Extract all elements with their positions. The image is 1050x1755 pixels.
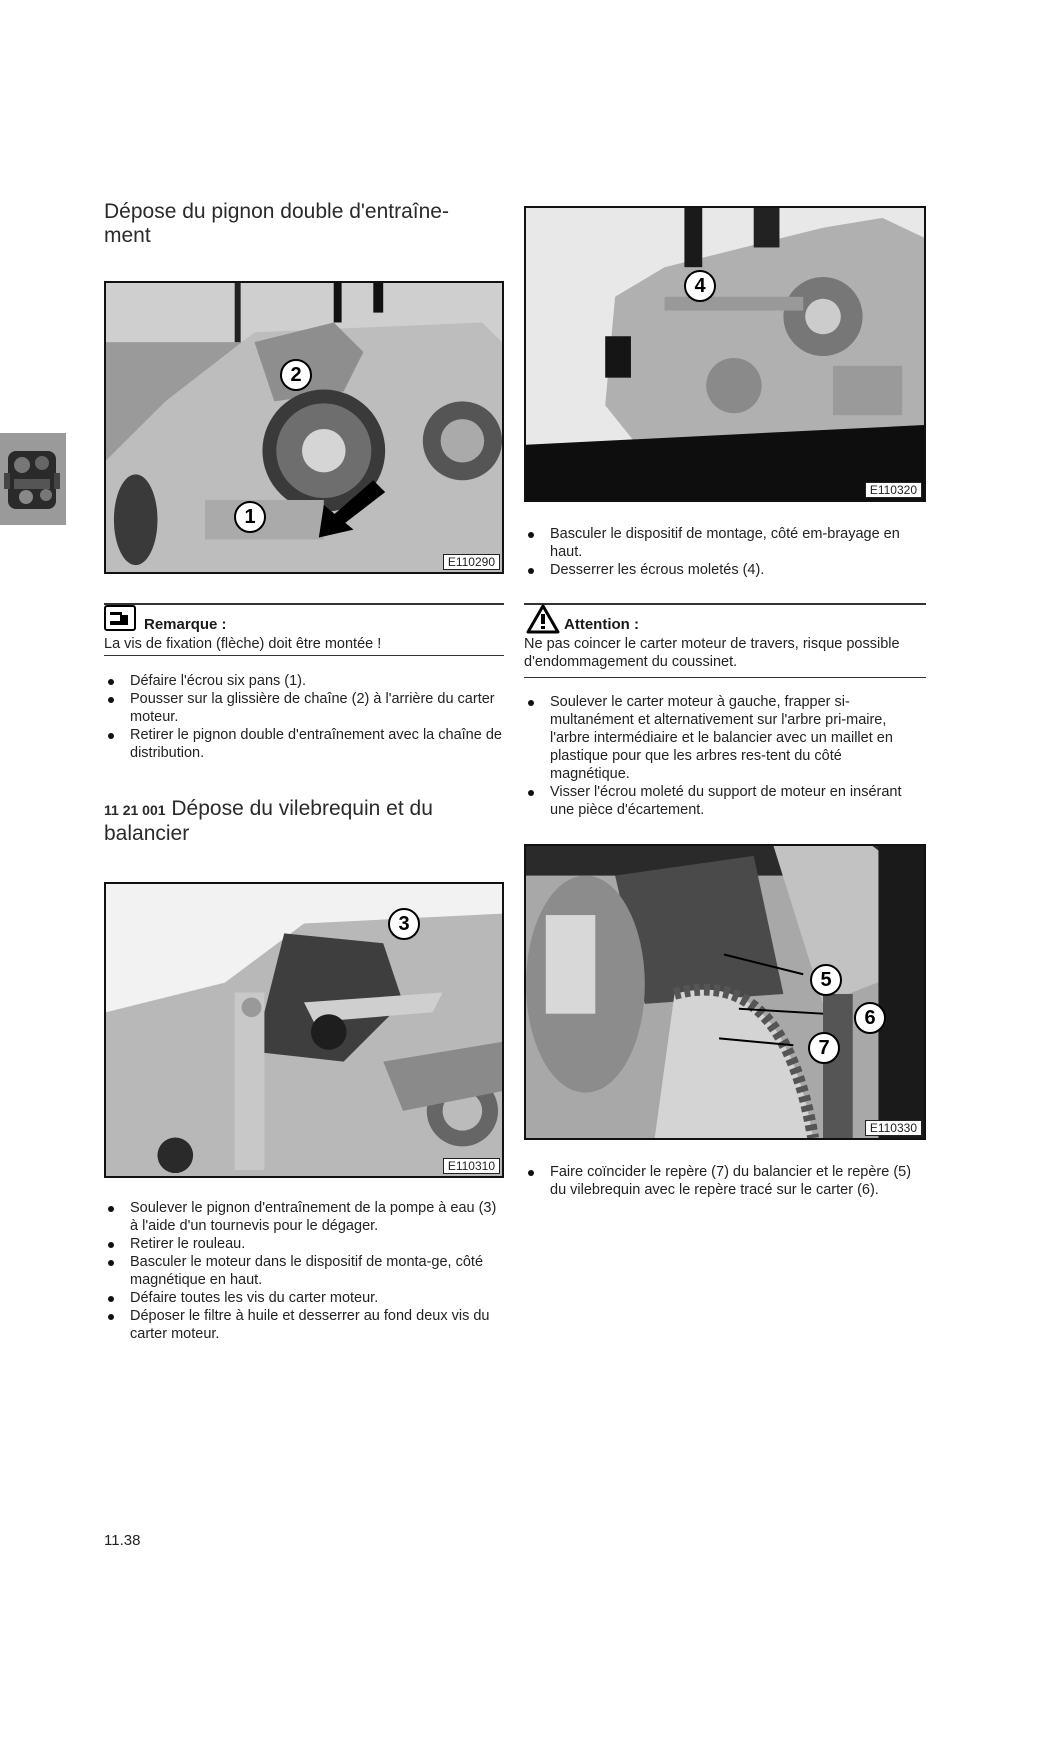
bullet-list-5 <box>524 1163 926 1199</box>
callout-7: 7 <box>808 1032 840 1064</box>
side-tab <box>0 433 66 525</box>
note-bottom-rule <box>104 655 504 656</box>
attention-bottom-rule <box>524 677 926 678</box>
bullet-list-4 <box>524 693 924 819</box>
list-item: Défaire toutes les vis du carter moteur. <box>104 1289 504 1307</box>
section-title-text: Dépose du vilebrequin et du balancier <box>104 797 433 845</box>
page-number: 11.38 <box>104 1532 141 1549</box>
bullet-list-2 <box>104 1199 504 1343</box>
hand-pointer-icon <box>104 605 136 631</box>
note-text: La vis de fixation (flèche) doit être montée ! <box>104 636 382 652</box>
warning-triangle-icon <box>526 604 560 634</box>
note-top-rule <box>104 603 504 605</box>
photo-e110330 <box>524 844 926 1140</box>
list-item: Basculer le dispositif de montage, côté em-brayage en haut. <box>524 525 924 561</box>
attention-label: Attention : <box>564 616 639 633</box>
photo-e110290 <box>104 281 504 574</box>
callout-4: 4 <box>684 270 716 302</box>
photo-e110320 <box>524 206 926 502</box>
callout-2: 2 <box>280 359 312 391</box>
callout-6: 6 <box>854 1002 886 1034</box>
section-code: 11 21 001 <box>104 802 166 818</box>
callout-5: 5 <box>810 964 842 996</box>
bullet-list-3 <box>524 525 924 579</box>
list-item: Retirer le pignon double d'entraînement avec la chaîne de distribution. <box>104 726 504 762</box>
list-item: Déposer le filtre à huile et desserrer au fond deux vis du carter moteur. <box>104 1307 504 1343</box>
attention-text: Ne pas coincer le carter moteur de travers, risque possible d'endommagement du coussinet. <box>524 636 900 670</box>
list-item: Basculer le moteur dans le dispositif de monta-ge, côté magnétique en haut. <box>104 1253 504 1289</box>
photo-e110310 <box>104 882 504 1178</box>
engine-icon <box>0 433 66 525</box>
list-item: Pousser sur la glissière de chaîne (2) à l'arrière du carter moteur. <box>104 690 504 726</box>
photo-id-label: E110320 <box>865 482 922 498</box>
callout-3: 3 <box>388 908 420 940</box>
list-item: Défaire l'écrou six pans (1). <box>104 672 504 690</box>
list-item: Soulever le carter moteur à gauche, frapper si-multanément et alternativement sur l'arbre pri-maire, l'arbre intermédiaire et le balancier avec un maillet en plastique pour que les arbres res-tent du côté magnétique. <box>524 693 924 783</box>
list-item: Retirer le rouleau. <box>104 1235 504 1253</box>
list-item: Visser l'écrou moleté du support de moteur en insérant une pièce d'écartement. <box>524 783 924 819</box>
bullet-list-1 <box>104 672 504 762</box>
list-item: Faire coïncider le repère (7) du balancier et le repère (5) du vilebrequin avec le repère tracé sur le carter (6). <box>524 1163 926 1199</box>
list-item: Soulever le pignon d'entraînement de la pompe à eau (3) à l'aide d'un tournevis pour le dégager. <box>104 1199 504 1235</box>
section-title-crankshaft <box>104 797 504 846</box>
note-label: Remarque : <box>144 616 227 633</box>
list-item: Desserrer les écrous moletés (4). <box>524 561 924 579</box>
photo-id-label: E110290 <box>443 554 500 570</box>
attention-top-rule <box>524 603 926 605</box>
photo-id-label: E110330 <box>865 1120 922 1136</box>
photo-id-label: E110310 <box>443 1158 500 1174</box>
callout-1: 1 <box>234 501 266 533</box>
section-title-drive-sprocket: Dépose du pignon double d'entraîne- ment <box>104 200 449 247</box>
